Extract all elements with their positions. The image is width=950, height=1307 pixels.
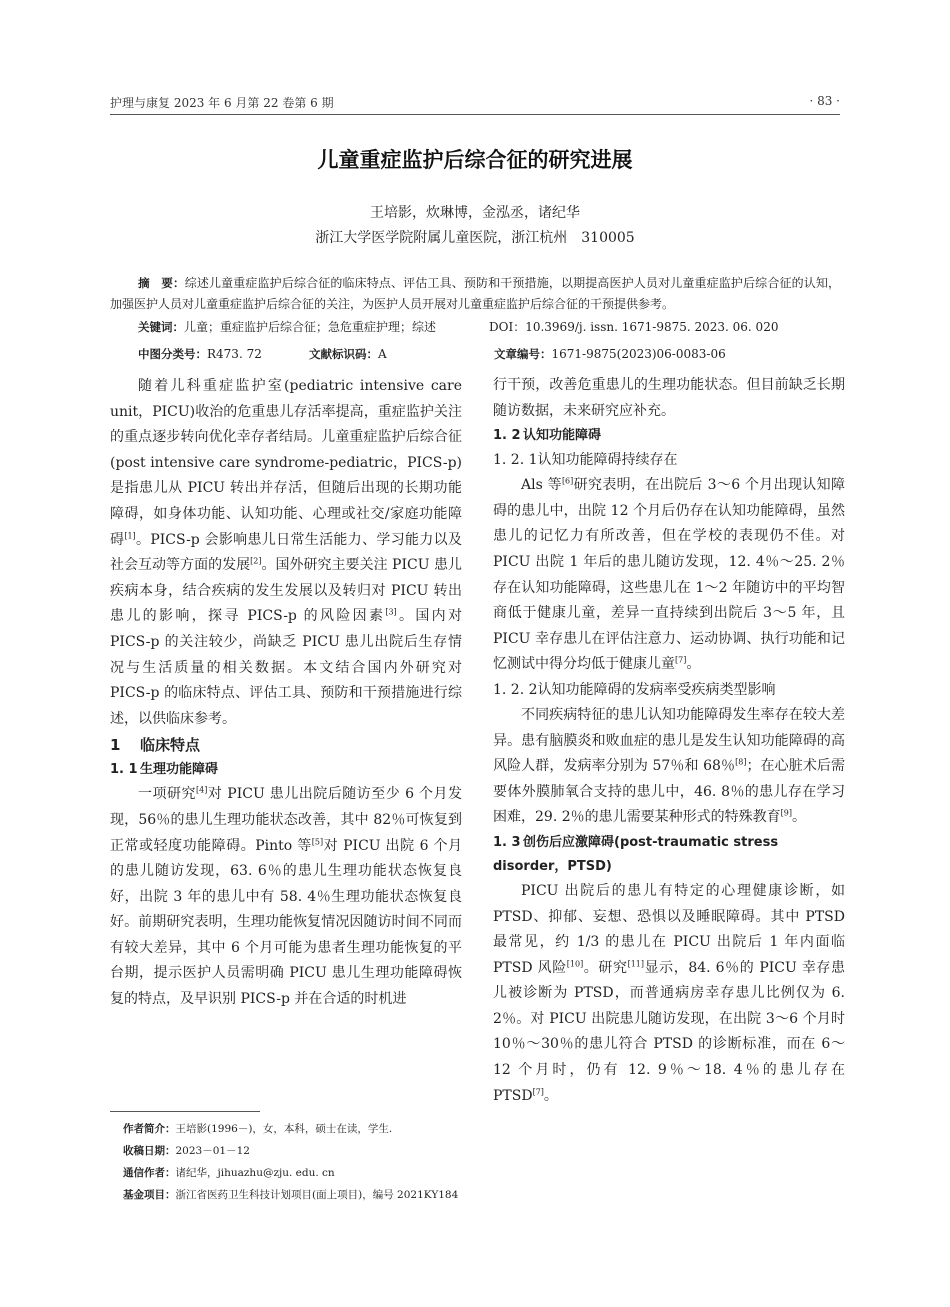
keywords-text: 儿童；重症监护后综合征；急危重症护理；综述 [184, 320, 437, 334]
footnote-rule [110, 1111, 260, 1112]
clc-label: 中图分类号： [138, 347, 207, 361]
article-number-value: 1671-9875(2023)06-0083-06 [551, 347, 726, 361]
footnote-funding [123, 1184, 483, 1206]
citation: [4] [196, 785, 208, 795]
text-run: 。 [686, 656, 701, 673]
clc-value: R473. 72 [207, 347, 262, 361]
subsection-heading [110, 758, 462, 782]
footnote-value: 2023－01－12 [175, 1145, 250, 1157]
text-run: 对 PICU 出院 6 个月的患儿随访发现，63. 6％的患儿生理功能状态恢复良好，出院 3 年的患儿中有 58. 4％生理功能状态恢复良好。前期研究表明，生理功能恢复情况因随访时间不同而有较大差异，其中 6 个月可能为患者生理功能恢复的平台期，提示医护人员需明确 PICU 患儿生理功能障碍恢复的特点，及早识别 PICS-p 并在合适的时机进 [110, 837, 463, 1008]
citation: [7] [675, 655, 687, 665]
article-number [494, 346, 726, 362]
section-number: 1. 2. 2 [493, 681, 538, 698]
section-title: 认知功能障碍持续存在 [537, 452, 678, 469]
text-run: 不同疾病特征的患儿认知功能障碍发生率存在较大差异。患有脑膜炎和败血症的患儿是发生认知功能障碍的高风险人群，发病率分别为 57％和 68％ [493, 706, 845, 775]
text-run: 。 [543, 1087, 558, 1104]
subsection-heading [493, 831, 845, 879]
section-title: 认知功能障碍的发病率受疾病类型影响 [537, 681, 776, 698]
text-run: 随着儿科重症监护室(pediatric intensive care unit，PICU)收治的危重患儿存活率提高，重症监护关注的重点逐步转向优化幸存者结局。儿童重症监护后综合征(post intensive care syndrome-pediatric，PICS-p)是指患儿从 PICU 转出并存活，但随后出现的长期功能障碍，如身体功能、认知功能、心理或社交/家庭功能障碍 [110, 378, 462, 548]
affiliation: 浙江大学医学院附属儿童医院，浙江杭州 310005 [315, 230, 635, 246]
text-run: 研究表明，在出院后 3～6 个月出现认知障碍的患儿中，出院 12 个月后仍存在认知功能障碍，虽然患儿的记忆力有所改善，但在学校的表现仍不佳。对 PICU 出院 1 年后的患儿随访发现，12. 4％～25. 2％存在认知功能障碍，这些患儿在 1～2 年随访中的平均智商低于健康儿童，差异一直持续到出院后 3～5 年，且 PICU 幸存患儿在评估注意力、运动协调、执行功能和记忆测试中得分均低于健康儿童 [493, 477, 845, 673]
footnote-value: 王培影(1996－)，女，本科，硕士在读，学生. [175, 1123, 393, 1135]
header-rule [110, 114, 840, 115]
doc-code-value: A [378, 347, 387, 361]
citation: [3] [385, 607, 397, 617]
body-paragraph [493, 879, 845, 1109]
abstract-text: 综述儿童重症监护后综合征的临床特点、评估工具、预防和干预措施，以期提高医护人员对儿童重症监护后综合征的认知，加强医护人员对儿童重症监护后综合征的关注，为医护人员开展对儿童重症监护后综合征的干预提供参考。 [110, 276, 841, 311]
footnote-label: 作者简介： [123, 1123, 176, 1135]
keywords-label: 关键词： [138, 320, 184, 334]
article-number-label: 文章编号： [494, 347, 552, 361]
doi: DOI：10.3969/j. issn. 1671-9875. 2023. 06. 020 [489, 320, 779, 334]
text-run: PICU 出院后的患儿有特定的心理健康诊断，如 PTSD、抑郁、妄想、恐惧以及睡眠障碍。其中 PTSD 最常见，约 1/3 的患儿在 PICU 出院后 1 年内面临 PTSD 风险 [493, 882, 845, 976]
body-paragraph [110, 782, 462, 1012]
footnote-received [123, 1140, 483, 1162]
section-number: 1. 3 [493, 834, 521, 850]
section-title: 临床特点 [140, 736, 201, 755]
footnote-value: 浙江省医药卫生科技计划项目(面上项目)，编号 2021KY184 [175, 1189, 459, 1201]
footnote-corresponding [123, 1162, 483, 1184]
journal-header: 护理与康复 2023 年 6 月第 22 卷第 6 期 [110, 96, 334, 110]
footnote-label: 基金项目： [123, 1189, 176, 1201]
citation: [7] [532, 1087, 544, 1096]
text-run: 。国内对 PICS-p 的关注较少，尚缺乏 PICU 患儿出院后生存情况与生活质量的相关数据。本文结合国内外研究对 PICS-p 的临床特点、评估工具、预防和干预措施进行综述，以供临床参考。 [110, 608, 463, 727]
text-run: ；在心脏术后需要体外膜肺氧合支持的患儿中，46. 8％的患儿存在学习困难，29. 2％的患儿需要某种形式的特殊教育 [493, 758, 845, 826]
page-number: · 83 · [809, 94, 840, 108]
section-number: 1. 1 [110, 762, 138, 778]
section-number: 1 [110, 736, 121, 755]
intro-paragraph [110, 374, 462, 732]
text-run: 。研究 [583, 959, 628, 976]
body-paragraph [493, 473, 845, 678]
footnotes [123, 1118, 483, 1206]
right-column [493, 373, 845, 1109]
citation: [1] [124, 530, 136, 540]
section-title: 生理功能障碍 [140, 762, 219, 778]
left-column [110, 374, 462, 1013]
subsection-heading [493, 424, 845, 448]
footnote-label: 收稿日期： [123, 1145, 176, 1157]
doc-code-label: 文献标识码： [309, 347, 378, 361]
subsubsection-heading [493, 448, 845, 473]
text-run: 。 [791, 809, 806, 826]
text-run: 显示，84. 6％的 PICU 幸存患儿被诊断为 PTSD，而普通病房幸存患儿比例仅为 6. 2％。对 PICU 出院患儿随访发现，在出院 3～6 个月时 10％～30％的患儿符合 PTSD 的诊断标准，而在 6～12 个月时，仍有 12. 9％～18. 4％的患儿存在 PTSD [493, 959, 846, 1104]
citation: [8] [735, 757, 747, 767]
document-code [309, 346, 387, 362]
article-title: 儿童重症监护后综合征的研究进展 [317, 148, 633, 172]
abstract [110, 273, 840, 315]
body-paragraph [493, 703, 845, 831]
section-number: 1. 2 [493, 428, 521, 444]
section-title: 认知功能障碍 [523, 428, 602, 444]
footnote-label: 通信作者： [123, 1167, 176, 1179]
footnote-author [123, 1118, 483, 1140]
subsubsection-heading [493, 678, 845, 703]
text-run: 一项研究 [138, 786, 196, 803]
section-title: 创伤后应激障碍(post-traumatic stress disorder，PTSD) [493, 834, 779, 874]
citation: [2] [250, 556, 262, 566]
footnote-value: 诸纪华，jihuazhu@zju. edu. cn [175, 1167, 335, 1179]
section-heading [110, 732, 462, 758]
text-run: 对 PICU 患儿出院后随访至少 6 个月发现，56％的患儿生理功能状态改善，其中 82％可恢复到正常或轻度功能障碍。Pinto 等 [110, 786, 462, 854]
author-list: 王培影，炊琳博，金泓丞，诸纪华 [370, 205, 580, 221]
text-run: 。PICS-p 会影响患儿日常生活能力、学习能力以及社会互动等方面的发展 [110, 531, 462, 574]
abstract-label: 摘 要： [138, 276, 185, 290]
section-number: 1. 2. 1 [493, 452, 538, 469]
citation: [5] [311, 836, 324, 846]
text-run: Als 等 [521, 477, 562, 494]
citation: [9] [780, 808, 792, 818]
keywords [138, 318, 436, 335]
clc-number [138, 346, 262, 362]
citation: [6] [561, 476, 574, 486]
citation: [10] [566, 959, 584, 969]
text-run: 。国外研究主要关注 PICU 患儿疾病本身，结合疾病的发生发展以及转归对 PICU 转出患儿的影响，探寻 PICS-p 的风险因素 [110, 557, 462, 625]
citation: [11] [627, 959, 644, 969]
body-paragraph: 行干预，改善危重患儿的生理功能状态。但目前缺乏长期随访数据，未来研究应补充。 [493, 377, 845, 419]
